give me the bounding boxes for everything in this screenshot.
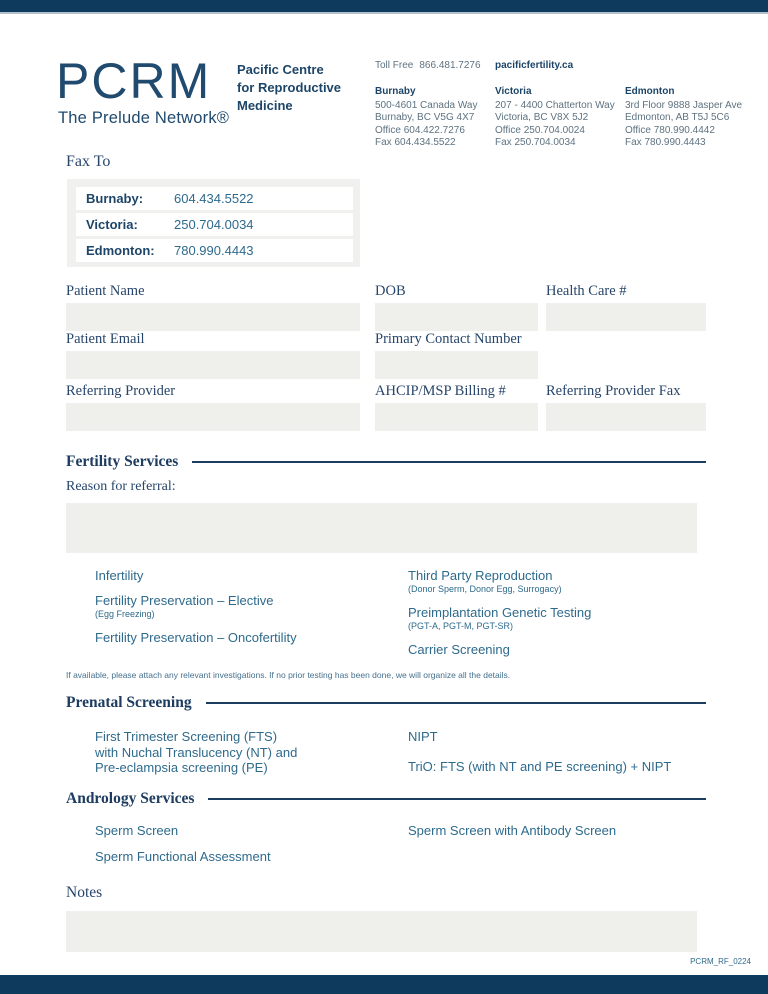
org-name-line-1: Pacific Centre bbox=[237, 62, 324, 77]
heading-rule bbox=[208, 798, 706, 800]
location-victoria bbox=[495, 86, 625, 150]
option-label: Sperm Functional Assessment bbox=[95, 849, 271, 864]
prenatal-options-right bbox=[408, 729, 708, 784]
investigations-note: If available, please attach any relevant investigations. If no prior testing has been done, we will organize all the details. bbox=[66, 670, 511, 680]
org-name-line-3: Medicine bbox=[237, 98, 293, 113]
location-address2: Edmonton, AB T5J 5C6 bbox=[625, 112, 730, 123]
option-sperm-screen[interactable] bbox=[95, 823, 395, 838]
prenatal-options-left bbox=[95, 729, 395, 786]
location-address2: Burnaby, BC V5G 4X7 bbox=[375, 112, 475, 123]
fax-row-edmonton bbox=[76, 239, 353, 262]
option-label: NIPT bbox=[408, 729, 438, 744]
location-office: Office 250.704.0024 bbox=[495, 124, 585, 136]
option-label: Preimplantation Genetic Testing bbox=[408, 605, 592, 620]
heading-rule bbox=[192, 461, 706, 463]
option-sperm-screen-antibody[interactable] bbox=[408, 823, 708, 838]
dob-field bbox=[375, 283, 538, 331]
location-fax: Fax 780.990.4443 bbox=[625, 137, 706, 148]
primary-contact-label: Primary Contact Number bbox=[375, 331, 522, 347]
andrology-services-heading bbox=[66, 790, 706, 808]
notes-title: Notes bbox=[66, 884, 103, 901]
fax-row-label: Burnaby: bbox=[86, 191, 144, 206]
toll-free-number: 866.481.7276 bbox=[419, 60, 481, 71]
fax-row-victoria bbox=[76, 213, 353, 236]
billing-label: AHCIP/MSP Billing # bbox=[375, 383, 506, 399]
option-fertility-preservation-oncofertility[interactable] bbox=[95, 630, 395, 645]
health-care-field bbox=[546, 283, 706, 331]
option-fertility-preservation-elective[interactable] bbox=[95, 593, 395, 620]
location-name: Burnaby bbox=[375, 86, 416, 97]
fax-to-box bbox=[67, 179, 360, 267]
location-name: Edmonton bbox=[625, 86, 675, 97]
option-infertility[interactable] bbox=[95, 568, 395, 583]
prelude-network-tagline: The Prelude Network® bbox=[58, 109, 230, 127]
fertility-options-right bbox=[408, 568, 708, 667]
referring-provider-field bbox=[66, 383, 360, 431]
option-line-1: First Trimester Screening (FTS) bbox=[95, 729, 278, 744]
fax-to-title: Fax To bbox=[66, 153, 111, 170]
referring-provider-fax-label: Referring Provider Fax bbox=[546, 383, 681, 399]
bottom-accent-bar bbox=[0, 975, 768, 994]
prenatal-screening-title: Prenatal Screening bbox=[66, 694, 192, 711]
referring-provider-fax-field bbox=[546, 383, 706, 431]
fax-row-number: 604.434.5522 bbox=[174, 191, 254, 206]
fertility-options-left bbox=[95, 568, 395, 655]
primary-contact-input[interactable] bbox=[375, 351, 538, 379]
fax-row-burnaby bbox=[76, 187, 353, 210]
patient-email-field bbox=[66, 331, 360, 379]
option-label: Fertility Preservation – Elective bbox=[95, 593, 274, 608]
option-preimplantation-genetic-testing[interactable] bbox=[408, 605, 708, 632]
top-accent-bar bbox=[0, 0, 768, 14]
dob-input[interactable] bbox=[375, 303, 538, 331]
option-label: Sperm Screen bbox=[95, 823, 179, 838]
form-version-code: PCRM_RF_0224 bbox=[690, 957, 751, 966]
option-label: Third Party Reproduction bbox=[408, 568, 553, 583]
fertility-services-heading bbox=[66, 453, 706, 471]
fertility-services-title: Fertility Services bbox=[66, 453, 179, 470]
location-office: Office 780.990.4442 bbox=[625, 124, 715, 136]
referring-provider-input[interactable] bbox=[66, 403, 360, 431]
patient-name-label: Patient Name bbox=[66, 283, 145, 299]
location-address1: 207 - 4400 Chatterton Way bbox=[495, 99, 615, 111]
billing-input[interactable] bbox=[375, 403, 538, 431]
option-line-2: with Nuchal Translucency (NT) and bbox=[95, 744, 298, 760]
option-sublabel: (Egg Freezing) bbox=[95, 609, 155, 619]
prenatal-screening-heading bbox=[66, 694, 706, 712]
option-label: TriO: FTS (with NT and PE screening) + NIPT bbox=[408, 759, 672, 774]
primary-contact-field bbox=[375, 331, 538, 379]
option-nipt[interactable] bbox=[408, 729, 708, 744]
toll-free-label: Toll Free bbox=[375, 60, 414, 71]
option-label: Sperm Screen with Antibody Screen bbox=[408, 823, 617, 838]
toll-free-line bbox=[375, 60, 481, 71]
location-address2: Victoria, BC V8X 5J2 bbox=[495, 112, 589, 123]
org-name-line-2: for Reproductive bbox=[237, 80, 342, 95]
fax-row-number: 250.704.0034 bbox=[174, 217, 254, 232]
referring-provider-fax-input[interactable] bbox=[546, 403, 706, 431]
location-fax: Fax 604.434.5522 bbox=[375, 137, 456, 148]
location-fax: Fax 250.704.0034 bbox=[495, 137, 576, 148]
andrology-services-title: Andrology Services bbox=[66, 790, 195, 807]
location-office: Office 604.422.7276 bbox=[375, 124, 465, 136]
option-label: Fertility Preservation – Oncofertility bbox=[95, 630, 297, 645]
billing-field bbox=[375, 383, 538, 431]
option-sublabel: (Donor Sperm, Donor Egg, Surrogacy) bbox=[408, 584, 562, 594]
andrology-options-left bbox=[95, 823, 395, 875]
option-trio[interactable] bbox=[408, 759, 708, 774]
health-care-label: Health Care # bbox=[546, 283, 627, 299]
option-sublabel: (PGT-A, PGT-M, PGT-SR) bbox=[408, 621, 514, 631]
fax-row-label: Victoria: bbox=[86, 217, 138, 232]
notes-input[interactable] bbox=[66, 911, 697, 952]
option-label: Carrier Screening bbox=[408, 642, 510, 657]
pcrm-logo: PCRM bbox=[56, 53, 212, 109]
fax-row-number: 780.990.4443 bbox=[174, 243, 254, 258]
location-address1: 500-4601 Canada Way bbox=[375, 99, 478, 111]
referring-provider-label: Referring Provider bbox=[66, 383, 176, 399]
location-name: Victoria bbox=[495, 86, 532, 97]
patient-name-field bbox=[66, 283, 360, 331]
patient-name-input[interactable] bbox=[66, 303, 360, 331]
dob-label: DOB bbox=[375, 283, 406, 299]
org-name bbox=[237, 61, 341, 115]
heading-rule bbox=[206, 702, 706, 704]
option-line-3: Pre-eclampsia screening (PE) bbox=[95, 760, 268, 775]
location-address1: 3rd Floor 9888 Jasper Ave bbox=[625, 99, 743, 111]
website-link[interactable]: pacificfertility.ca bbox=[495, 60, 574, 71]
option-sperm-functional-assessment[interactable] bbox=[95, 849, 395, 864]
location-burnaby bbox=[375, 86, 505, 150]
reason-for-referral-label: Reason for referral: bbox=[66, 479, 176, 494]
option-carrier-screening[interactable] bbox=[408, 642, 708, 657]
option-first-trimester-screening[interactable] bbox=[95, 729, 395, 776]
location-edmonton bbox=[625, 86, 755, 150]
option-label: Infertility bbox=[95, 568, 144, 583]
health-care-input[interactable] bbox=[546, 303, 706, 331]
patient-email-input[interactable] bbox=[66, 351, 360, 379]
option-third-party-reproduction[interactable] bbox=[408, 568, 708, 595]
reason-for-referral-input[interactable] bbox=[66, 503, 697, 553]
patient-email-label: Patient Email bbox=[66, 331, 145, 347]
fax-row-label: Edmonton: bbox=[86, 243, 155, 258]
andrology-options-right bbox=[408, 823, 708, 848]
